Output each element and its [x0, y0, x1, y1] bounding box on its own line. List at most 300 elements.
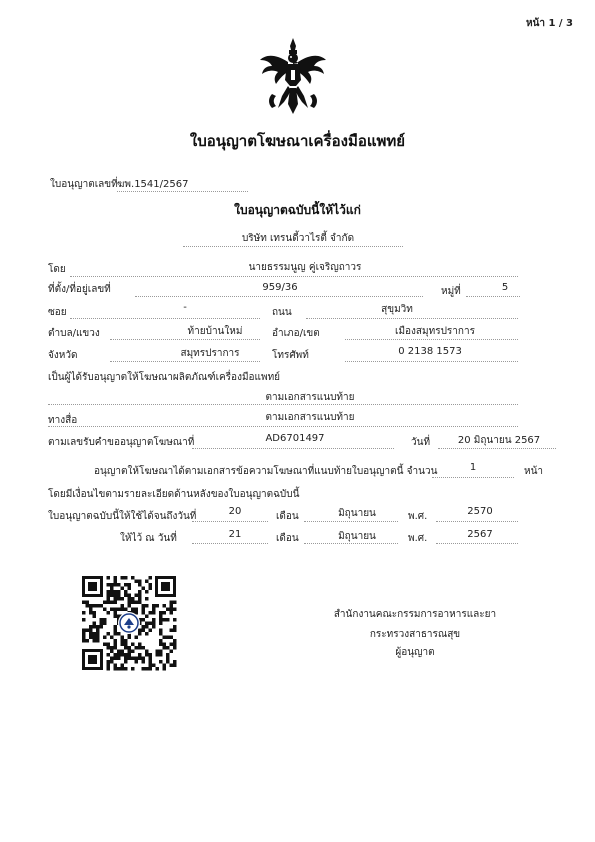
qr-module: [135, 636, 139, 640]
qr-module: [93, 604, 97, 608]
qr-module: [159, 618, 163, 622]
qr-module: [82, 629, 86, 633]
qr-module: [117, 632, 121, 636]
qr-module: [142, 587, 146, 591]
qr-module: [103, 608, 107, 612]
qr-module: [142, 629, 146, 633]
qr-module: [138, 629, 142, 633]
allow-count: 1: [469, 462, 477, 473]
qr-module: [110, 650, 114, 654]
qr-module: [100, 618, 104, 622]
qr-module: [89, 629, 93, 633]
product-line: [48, 404, 518, 405]
qr-module: [124, 608, 128, 612]
qr-module: [114, 590, 118, 594]
qr-module: [131, 576, 135, 580]
qr-module: [149, 667, 153, 671]
qr-module: [114, 664, 118, 668]
qr-module: [145, 604, 149, 608]
qr-module: [114, 667, 118, 671]
qr-module: [128, 597, 132, 601]
valid-month: มิถุนายน: [338, 508, 376, 519]
by-line: [70, 276, 518, 277]
province-label: จังหวัด: [48, 350, 78, 361]
qr-module: [159, 653, 163, 657]
qr-module: [135, 594, 139, 598]
qr-module: [110, 594, 114, 598]
qr-module: [138, 643, 142, 647]
qr-module: [103, 618, 107, 622]
qr-module: [117, 597, 121, 601]
qr-module: [173, 601, 177, 605]
qr-module: [159, 650, 163, 654]
road-value: สุขุมวิท: [381, 304, 413, 315]
qr-module: [121, 636, 125, 640]
valid-label: ใบอนุญาตฉบับนี้ให้ใช้ได้จนถึงวันที่: [48, 511, 197, 522]
qr-module: [128, 583, 132, 587]
qr-module: [103, 636, 107, 640]
qr-module: [121, 608, 125, 612]
qr-module: [159, 660, 163, 664]
qr-module: [82, 632, 86, 636]
moo-line: [466, 296, 520, 297]
phone-label: โทรศัพท์: [272, 350, 309, 361]
road-line: [306, 318, 518, 319]
by-value: นายธรรมนูญ คู่เจริญถาวร: [248, 262, 362, 273]
license-no-label: ใบอนุญาตเลขที่: [50, 179, 118, 190]
qr-module: [100, 622, 104, 626]
qr-module: [145, 653, 149, 657]
allow-count-line: [432, 477, 514, 478]
qr-module: [121, 667, 125, 671]
qr-module: [100, 604, 104, 608]
qr-module: [89, 625, 93, 629]
qr-module: [124, 646, 128, 650]
issued-year-label: พ.ศ.: [408, 533, 428, 544]
qr-module: [86, 629, 90, 633]
qr-module: [114, 608, 118, 612]
qr-module: [128, 646, 132, 650]
signature-line1: สำนักงานคณะกรรมการอาหารและยา: [333, 609, 497, 620]
qr-module: [93, 622, 97, 626]
qr-module: [117, 583, 121, 587]
qr-module: [173, 664, 177, 668]
qr-module: [121, 639, 125, 643]
qr-module: [152, 618, 156, 622]
qr-module: [159, 629, 163, 633]
qr-module: [138, 632, 142, 636]
valid-month-line: [304, 521, 398, 522]
qr-module: [114, 611, 118, 615]
qr-module: [159, 632, 163, 636]
qr-module: [114, 594, 118, 598]
qr-module: [114, 625, 118, 629]
qr-module: [114, 580, 118, 584]
qr-module: [107, 643, 111, 647]
qr-module: [142, 625, 146, 629]
qr-module: [121, 604, 125, 608]
qr-module: [173, 629, 177, 633]
qr-module: [110, 646, 114, 650]
qr-module: [96, 604, 100, 608]
qr-module: [138, 597, 142, 601]
qr-module: [128, 594, 132, 598]
soi-line: [70, 318, 260, 319]
qr-module: [114, 646, 118, 650]
qr-module: [163, 611, 167, 615]
signature-line2: กระทรวงสาธารณสุข: [369, 629, 461, 640]
valid-year-line: [436, 521, 518, 522]
qr-module: [89, 608, 93, 612]
qr-module: [110, 601, 114, 605]
qr-module: [163, 667, 167, 671]
qr-module: [110, 587, 114, 591]
qr-module: [166, 660, 170, 664]
qr-module: [124, 590, 128, 594]
qr-module: [145, 667, 149, 671]
qr-module: [142, 667, 146, 671]
valid-month-label: เดือน: [276, 511, 299, 522]
qr-module: [82, 611, 86, 615]
qr-module: [114, 615, 118, 619]
qr-module: [131, 643, 135, 647]
province-value: สมุทรปราการ: [180, 348, 240, 359]
qr-module: [128, 601, 132, 605]
qr-module: [159, 615, 163, 619]
qr-module: [173, 625, 177, 629]
qr-module: [110, 636, 114, 640]
qr-module: [114, 643, 118, 647]
qr-module: [117, 657, 121, 661]
valid-day-line: [192, 521, 268, 522]
qr-module: [86, 604, 90, 608]
qr-module: [124, 639, 128, 643]
qr-module: [170, 650, 174, 654]
qr-module: [93, 636, 97, 640]
qr-module: [135, 580, 139, 584]
qr-module: [107, 594, 111, 598]
amphoe-line: [345, 339, 518, 340]
qr-module: [170, 604, 174, 608]
allow-unit: หน้า: [524, 466, 544, 477]
qr-module: [124, 667, 128, 671]
qr-module: [128, 636, 132, 640]
qr-module: [142, 660, 146, 664]
qr-module: [135, 657, 139, 661]
qr-module: [107, 590, 111, 594]
qr-module: [89, 611, 93, 615]
qr-module: [163, 618, 167, 622]
tambon-value: ท้ายบ้านใหม่: [187, 326, 243, 337]
qr-module: [107, 576, 111, 580]
qr-module: [93, 611, 97, 615]
qr-module: [93, 639, 97, 643]
request-date-value: 20 มิถุนายน 2567: [457, 435, 541, 446]
qr-module: [142, 611, 146, 615]
qr-module: [124, 576, 128, 580]
qr-module: [121, 664, 125, 668]
qr-module: [93, 632, 97, 636]
valid-year-label: พ.ศ.: [408, 511, 428, 522]
qr-module: [138, 646, 142, 650]
qr-module: [124, 653, 128, 657]
permitted-text: เป็นผู้ได้รับอนุญาตให้โฆษณาผลิตภัณฑ์เครื่องมือแพทย์: [48, 372, 281, 383]
media-label: ทางสื่อ: [48, 415, 78, 426]
qr-module: [138, 601, 142, 605]
company-name: บริษัท เทรนดี้วาไรตี้ จำกัด: [241, 233, 355, 244]
qr-module: [86, 639, 90, 643]
qr-module: [124, 643, 128, 647]
document-title: ใบอนุญาตโฆษณาเครื่องมือแพทย์: [189, 132, 406, 150]
qr-module: [110, 657, 114, 661]
qr-module: [142, 608, 146, 612]
qr-module: [131, 601, 135, 605]
issued-month-label: เดือน: [276, 533, 299, 544]
qr-module: [121, 587, 125, 591]
qr-module: [149, 583, 153, 587]
license-no-value: ฆพ.1541/2567: [117, 179, 189, 190]
issued-month-line: [304, 543, 398, 544]
qr-module: [166, 636, 170, 640]
qr-module: [138, 657, 142, 661]
address-label: ที่ตั้ง/ที่อยู่เลขที่: [48, 284, 111, 295]
qr-module: [107, 601, 111, 605]
qr-module: [103, 601, 107, 605]
request-value: AD6701497: [265, 433, 325, 444]
qr-module: [149, 629, 153, 633]
qr-module: [131, 597, 135, 601]
qr-module: [114, 657, 118, 661]
by-label: โดย: [48, 264, 66, 275]
qr-module: [89, 604, 93, 608]
address-line: [135, 296, 423, 297]
amphoe-value: เมืองสมุทรปราการ: [395, 326, 475, 337]
qr-module: [145, 615, 149, 619]
qr-module: [145, 625, 149, 629]
qr-module: [107, 583, 111, 587]
qr-module: [145, 632, 149, 636]
qr-module: [159, 643, 163, 647]
qr-module: [107, 597, 111, 601]
qr-module: [156, 653, 160, 657]
qr-module: [110, 608, 114, 612]
qr-module: [131, 608, 135, 612]
qr-module: [117, 608, 121, 612]
qr-module: [121, 650, 125, 654]
qr-module: [166, 608, 170, 612]
qr-module: [107, 667, 111, 671]
subtitle: ใบอนุญาตฉบับนี้ให้ไว้แก่: [234, 203, 361, 217]
qr-module: [128, 587, 132, 591]
qr-module: [145, 580, 149, 584]
qr-module: [89, 636, 93, 640]
qr-module: [138, 590, 142, 594]
issued-day: 21: [228, 529, 242, 540]
qr-module: [149, 611, 153, 615]
qr-module: [145, 650, 149, 654]
qr-module: [114, 629, 118, 633]
qr-module: [152, 664, 156, 668]
qr-module: [110, 590, 114, 594]
issued-label: ให้ไว้ ณ วันที่: [120, 533, 177, 544]
qr-module: [145, 590, 149, 594]
qr-module: [124, 583, 128, 587]
qr-module: [107, 611, 111, 615]
qr-module: [170, 601, 174, 605]
qr-module: [163, 664, 167, 668]
product-value: ตามเอกสารแนบท้าย: [265, 392, 355, 403]
qr-module: [152, 622, 156, 626]
qr-module: [135, 601, 139, 605]
qr-module: [114, 597, 118, 601]
qr-module: [114, 601, 118, 605]
qr-module: [82, 639, 86, 643]
phone-value: 0 2138 1573: [398, 346, 462, 357]
qr-module: [86, 601, 90, 605]
qr-module: [93, 615, 97, 619]
amphoe-label: อำเภอ/เขต: [272, 328, 320, 339]
qr-module: [128, 653, 132, 657]
issued-day-line: [192, 543, 268, 544]
qr-module: [124, 657, 128, 661]
qr-module: [156, 650, 160, 654]
qr-module: [159, 639, 163, 643]
qr-module: [173, 646, 177, 650]
qr-module: [107, 664, 111, 668]
qr-module: [82, 636, 86, 640]
qr-module: [149, 657, 153, 661]
moo-value: 5: [501, 282, 509, 293]
qr-module: [142, 657, 146, 661]
qr-module: [170, 629, 174, 633]
qr-module: [156, 667, 160, 671]
moo-label: หมู่ที่: [441, 286, 461, 297]
qr-module: [100, 625, 104, 629]
qr-module: [128, 650, 132, 654]
media-value: ตามเอกสารแนบท้าย: [265, 412, 355, 423]
qr-module: [103, 643, 107, 647]
qr-module: [152, 608, 156, 612]
qr-module: [121, 597, 125, 601]
garuda-emblem-icon: [258, 36, 328, 116]
qr-module: [121, 653, 125, 657]
qr-module: [107, 632, 111, 636]
qr-module: [149, 653, 153, 657]
qr-module: [163, 646, 167, 650]
qr-module: [173, 618, 177, 622]
qr-module: [142, 646, 146, 650]
qr-module: [96, 639, 100, 643]
qr-module: [163, 643, 167, 647]
request-line: [192, 448, 394, 449]
request-date-line: [438, 448, 556, 449]
qr-module: [117, 653, 121, 657]
qr-module: [128, 604, 132, 608]
condition-text: โดยมีเงื่อนไขตามรายละเอียดด้านหลังของใบอนุญาตฉบับนี้: [48, 489, 300, 500]
qr-module: [114, 639, 118, 643]
qr-module: [152, 611, 156, 615]
qr-module: [117, 594, 121, 598]
qr-module: [149, 660, 153, 664]
qr-module: [163, 636, 167, 640]
qr-module: [96, 625, 100, 629]
issued-year-line: [436, 543, 518, 544]
qr-module: [82, 618, 86, 622]
qr-module: [107, 660, 111, 664]
qr-module: [145, 622, 149, 626]
qr-module: [163, 604, 167, 608]
qr-module: [114, 632, 118, 636]
qr-module: [103, 622, 107, 626]
qr-module: [166, 653, 170, 657]
qr-module: [149, 576, 153, 580]
qr-module: [128, 657, 132, 661]
qr-module: [173, 639, 177, 643]
qr-module: [107, 646, 111, 650]
media-line: [48, 426, 518, 427]
qr-module: [173, 643, 177, 647]
qr-module: [117, 650, 121, 654]
qr-module: [138, 594, 142, 598]
qr-module: [149, 664, 153, 668]
qr-module: [138, 653, 142, 657]
qr-module: [110, 660, 114, 664]
qr-module: [110, 583, 114, 587]
qr-code-icon: [80, 574, 178, 672]
qr-module: [152, 625, 156, 629]
province-line: [110, 361, 260, 362]
tambon-line: [110, 339, 260, 340]
qr-module: [149, 587, 153, 591]
qr-module: [173, 660, 177, 664]
qr-module: [166, 646, 170, 650]
qr-module: [96, 632, 100, 636]
qr-module: [114, 576, 118, 580]
qr-module: [156, 604, 160, 608]
qr-module: [89, 632, 93, 636]
qr-module: [159, 611, 163, 615]
qr-module: [96, 636, 100, 640]
license-no-line: [117, 191, 248, 192]
qr-module: [170, 608, 174, 612]
qr-module: [124, 660, 128, 664]
qr-module: [114, 653, 118, 657]
phone-line: [345, 361, 518, 362]
qr-module: [142, 618, 146, 622]
allow-text: อนุญาตให้โฆษณาได้ตามเอกสารข้อความโฆษณาที่แนบท้ายใบอนุญาตนี้ จำนวน: [94, 466, 438, 477]
valid-year: 2570: [467, 506, 493, 517]
company-line: [183, 246, 403, 247]
request-date-label: วันที่: [411, 437, 431, 448]
qr-module: [117, 590, 121, 594]
qr-module: [145, 597, 149, 601]
qr-module: [166, 657, 170, 661]
qr-module: [152, 604, 156, 608]
qr-module: [82, 601, 86, 605]
qr-module: [149, 622, 153, 626]
page-number: หน้า 1 / 3: [525, 18, 573, 29]
qr-module: [138, 583, 142, 587]
request-label: ตามเลขรับคำขออนุญาตโฆษณาที่: [48, 437, 195, 448]
qr-module: [131, 667, 135, 671]
tambon-label: ตำบล/แขวง: [48, 328, 100, 339]
qr-module: [166, 618, 170, 622]
qr-module: [142, 604, 146, 608]
signature-line3: ผู้อนุญาต: [395, 647, 435, 658]
issued-month: มิถุนายน: [338, 531, 376, 542]
qr-module: [114, 583, 118, 587]
address-value: 959/36: [262, 282, 298, 293]
